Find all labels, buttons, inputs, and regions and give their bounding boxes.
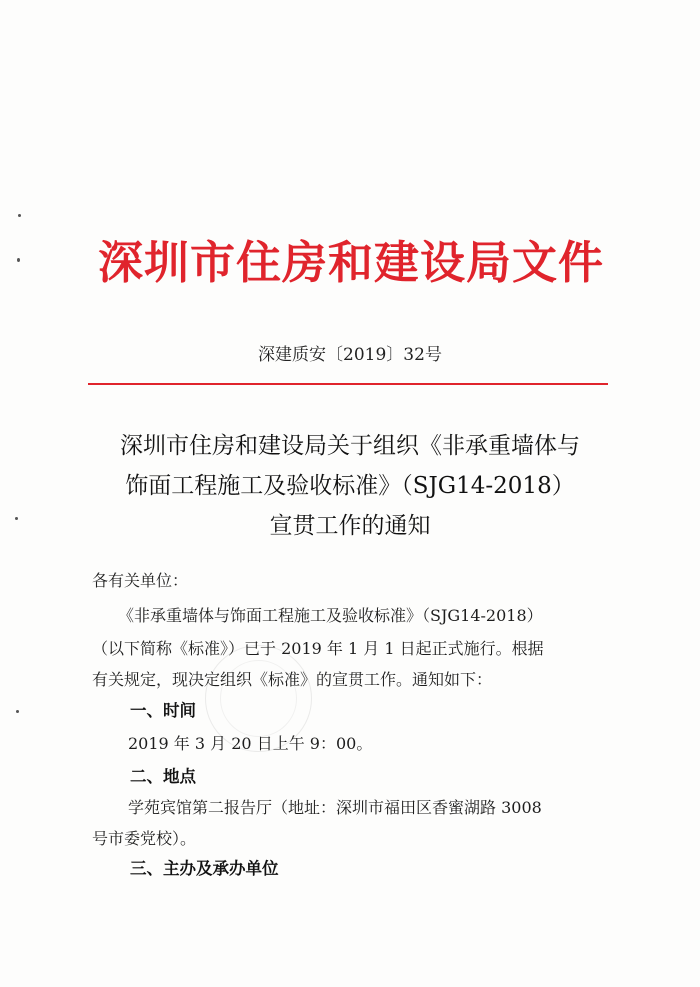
scan-speck <box>16 710 19 713</box>
intro-paragraph-line-1: 《非承重墙体与饰面工程施工及验收标准》（SJG14-2018） <box>118 606 543 625</box>
notice-title-line-1: 深圳市住房和建设局关于组织《非承重墙体与 <box>120 433 580 459</box>
document-number: 深建质安〔2019〕32号 <box>258 345 442 365</box>
notice-title <box>60 426 640 546</box>
section-heading-time: 一、时间 <box>130 701 196 720</box>
intro-paragraph-line-2: （以下简称《标准》）已于 2019 年 1 月 1 日起正式施行。根据 <box>92 639 544 658</box>
scan-speck <box>18 214 21 217</box>
section-heading-organizers: 三、主办及承办单位 <box>130 859 279 878</box>
intro-paragraph-line-3: 有关规定，现决定组织《标准》的宣贯工作。通知如下： <box>92 670 493 689</box>
scan-speck <box>17 258 20 262</box>
section-heading-location: 二、地点 <box>130 767 196 786</box>
notice-title-line-2: 饰面工程施工及验收标准》（SJG14-2018） <box>125 473 575 499</box>
section-content-location-line-2: 号市委党校）。 <box>92 829 197 848</box>
addressee: 各有关单位： <box>92 571 189 590</box>
scan-speck <box>15 517 18 520</box>
agency-header-title: 深圳市住房和建设局文件 <box>97 236 604 289</box>
section-content-time: 2019 年 3 月 20 日上午 9：00。 <box>128 734 373 753</box>
red-divider-line <box>88 383 608 385</box>
notice-title-line-3: 宣贯工作的通知 <box>269 513 431 539</box>
section-content-location-line-1: 学苑宾馆第二报告厅（地址：深圳市福田区香蜜湖路 3008 <box>128 798 542 817</box>
